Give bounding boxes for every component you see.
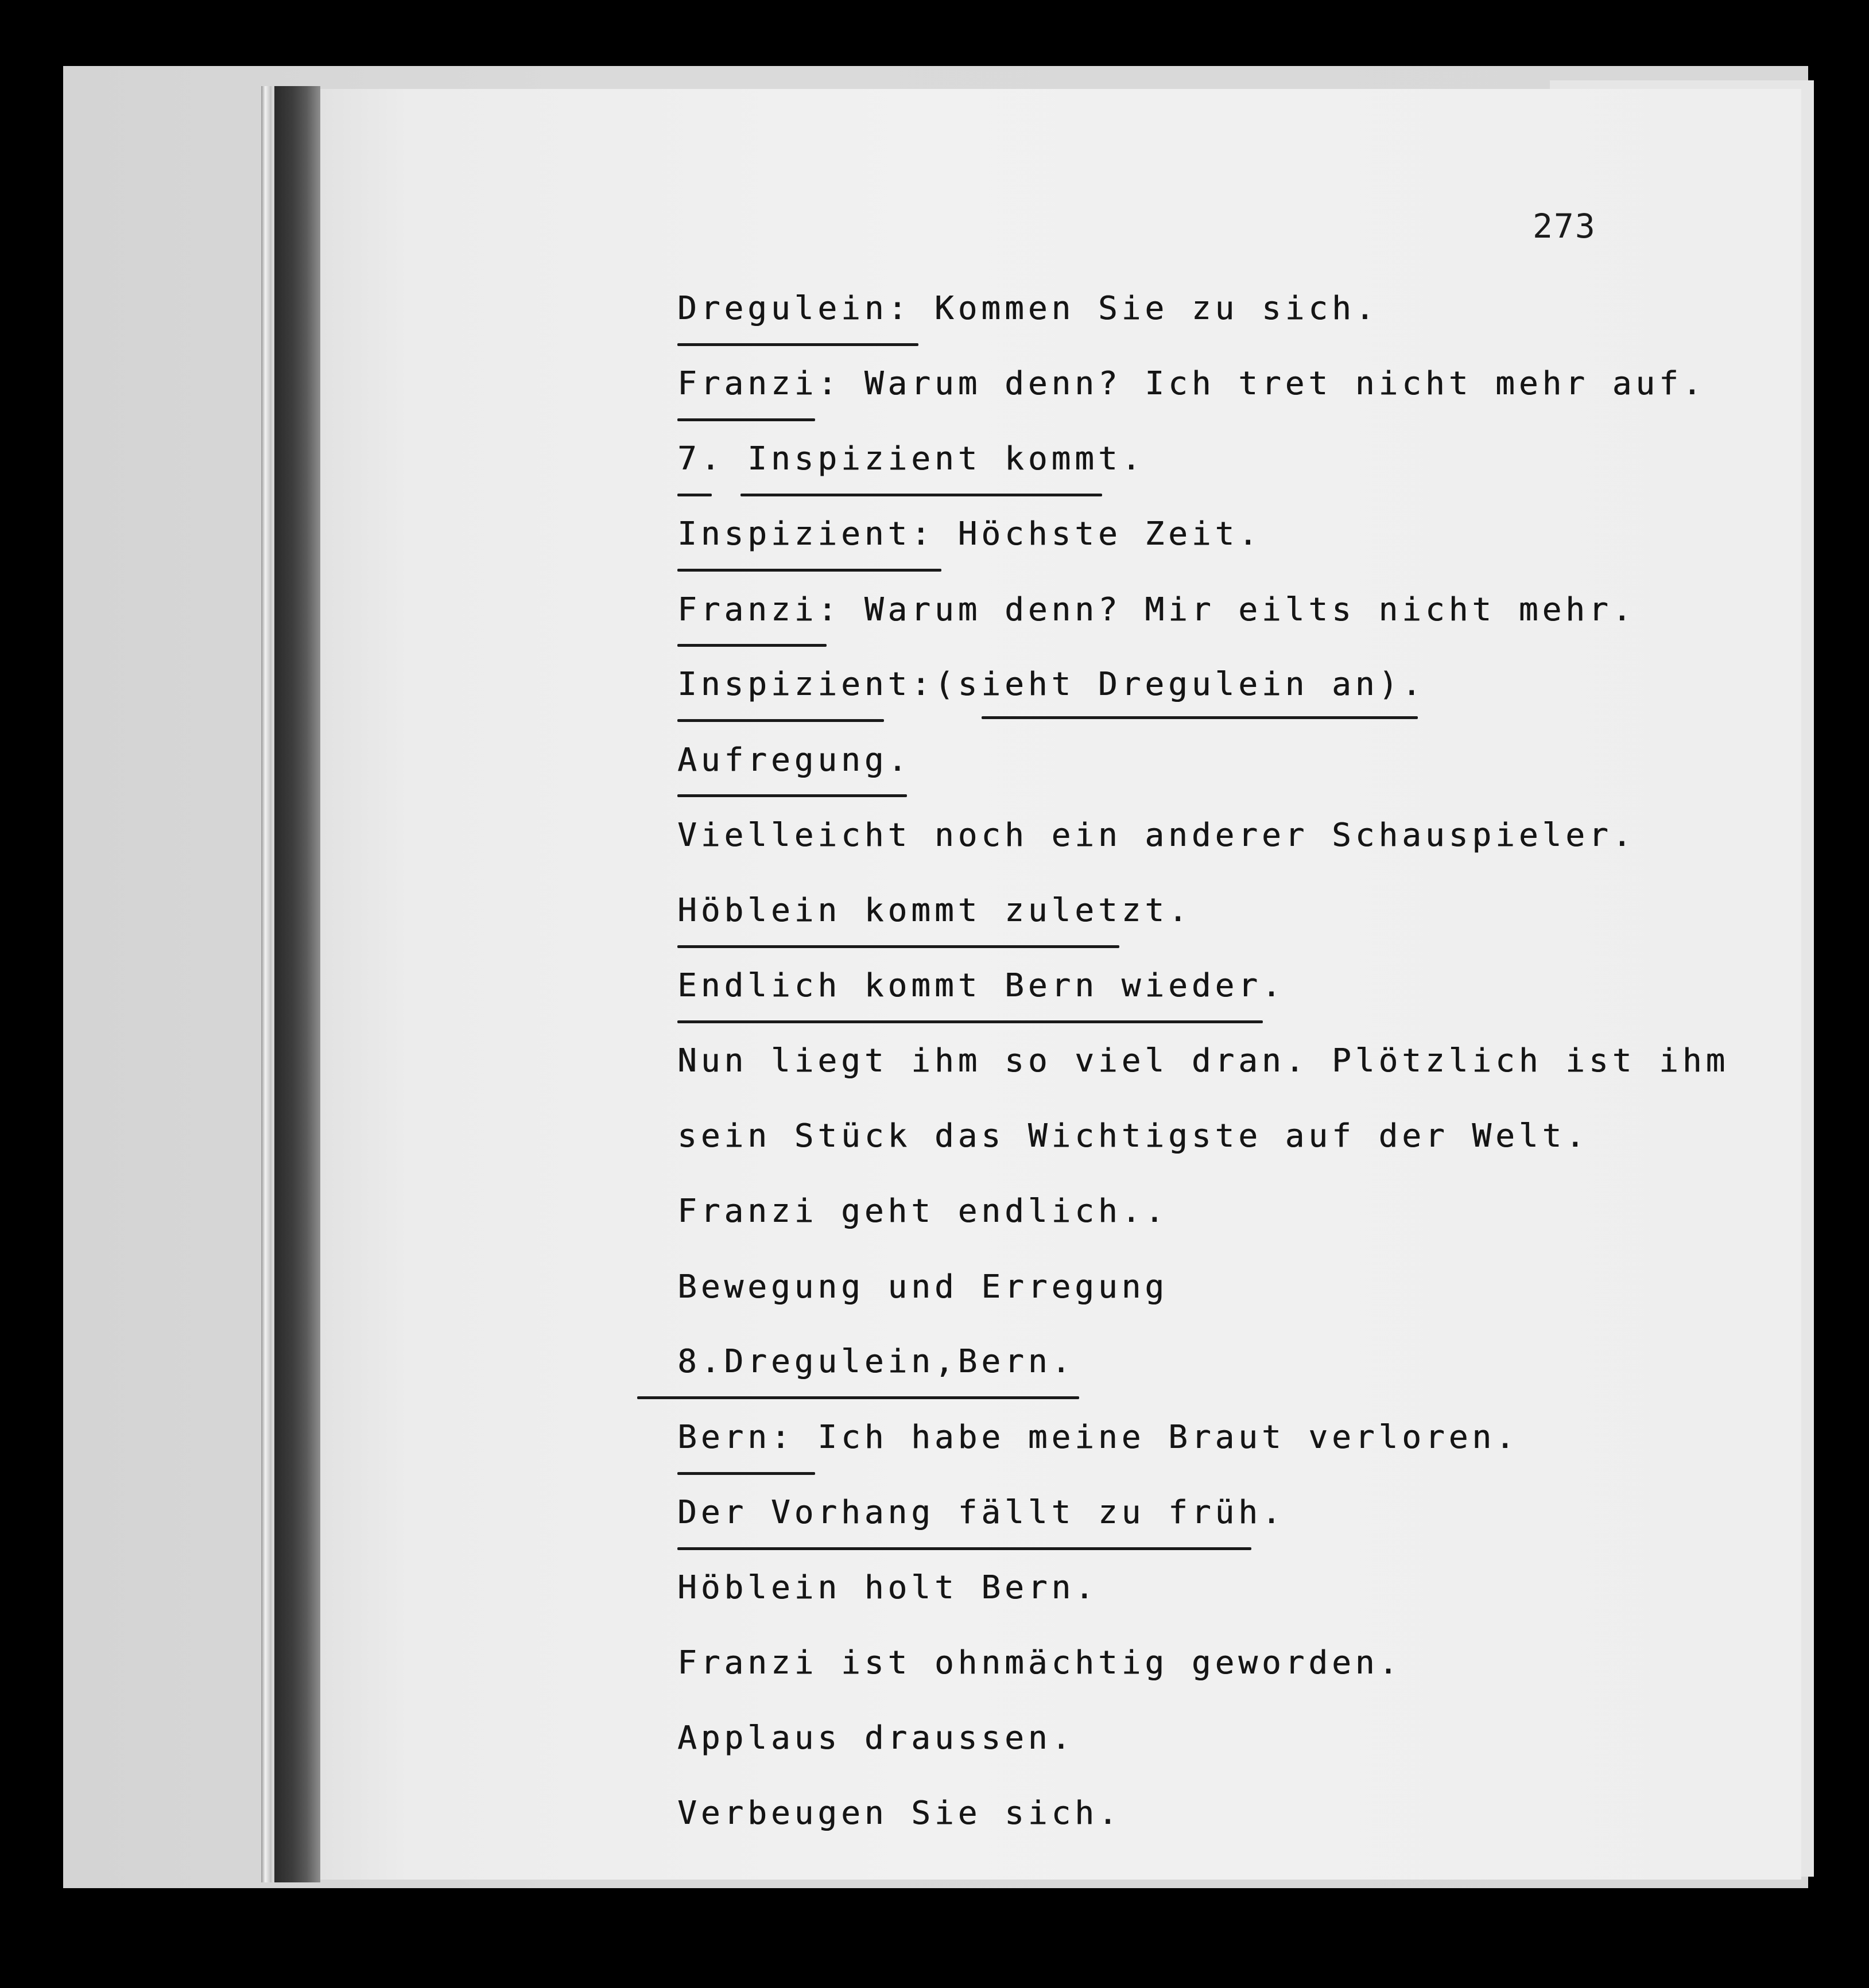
pen-underline	[677, 794, 907, 797]
pen-underline	[677, 1472, 815, 1475]
typed-line: sein Stück das Wichtigste auf der Welt.	[677, 1117, 1589, 1155]
pen-underline	[677, 569, 941, 572]
typed-line: Vielleicht noch ein anderer Schauspieler.	[677, 817, 1636, 854]
typed-line: Inspizient:(sieht Dregulein an).	[677, 666, 1425, 703]
typed-line: Höblein kommt zuletzt.	[677, 892, 1192, 929]
pen-underline	[677, 719, 884, 722]
typed-line: Bern: Ich habe meine Braut verloren.	[677, 1419, 1519, 1456]
pen-underline	[677, 1547, 1251, 1550]
typed-line: Höblein holt Bern.	[677, 1569, 1098, 1606]
typed-line: Verbeugen Sie sich.	[677, 1795, 1122, 1832]
pen-underline	[677, 418, 815, 421]
typed-line: Inspizient: Höchste Zeit.	[677, 515, 1262, 553]
pen-underline	[677, 945, 1119, 948]
typed-line: Der Vorhang fällt zu früh.	[677, 1494, 1285, 1531]
typed-line: Franzi: Warum denn? Ich tret nicht mehr auf.	[677, 365, 1706, 402]
pen-underline	[982, 716, 1418, 719]
pen-underline	[637, 1396, 1079, 1399]
typed-line: 8.Dregulein,Bern.	[677, 1343, 1075, 1380]
pen-underline	[677, 644, 827, 647]
typed-line: Franzi: Warum denn? Mir eilts nicht mehr.	[677, 591, 1636, 628]
typed-line: Franzi ist ohnmächtig geworden.	[677, 1644, 1402, 1682]
binding-fold	[261, 86, 272, 1882]
binding-shadow	[274, 86, 320, 1882]
typed-line: Franzi geht endlich..	[677, 1193, 1169, 1230]
pen-underline	[677, 343, 918, 346]
typed-line: Bewegung und Erregung	[677, 1268, 1169, 1306]
typed-line: Endlich kommt Bern wieder.	[677, 967, 1285, 1004]
pen-underline	[677, 494, 712, 496]
typed-line: Applaus draussen.	[677, 1719, 1075, 1757]
typed-line: 7. Inspizient kommt.	[677, 440, 1145, 477]
page-number: 273	[1533, 207, 1596, 246]
pen-underline	[740, 494, 1102, 496]
typed-line: Dregulein: Kommen Sie zu sich.	[677, 290, 1379, 327]
typed-line: Nun liegt ihm so viel dran. Plötzlich ist ihm	[677, 1042, 1730, 1080]
pen-underline	[677, 1020, 1263, 1023]
typed-line: Aufregung.	[677, 741, 912, 779]
